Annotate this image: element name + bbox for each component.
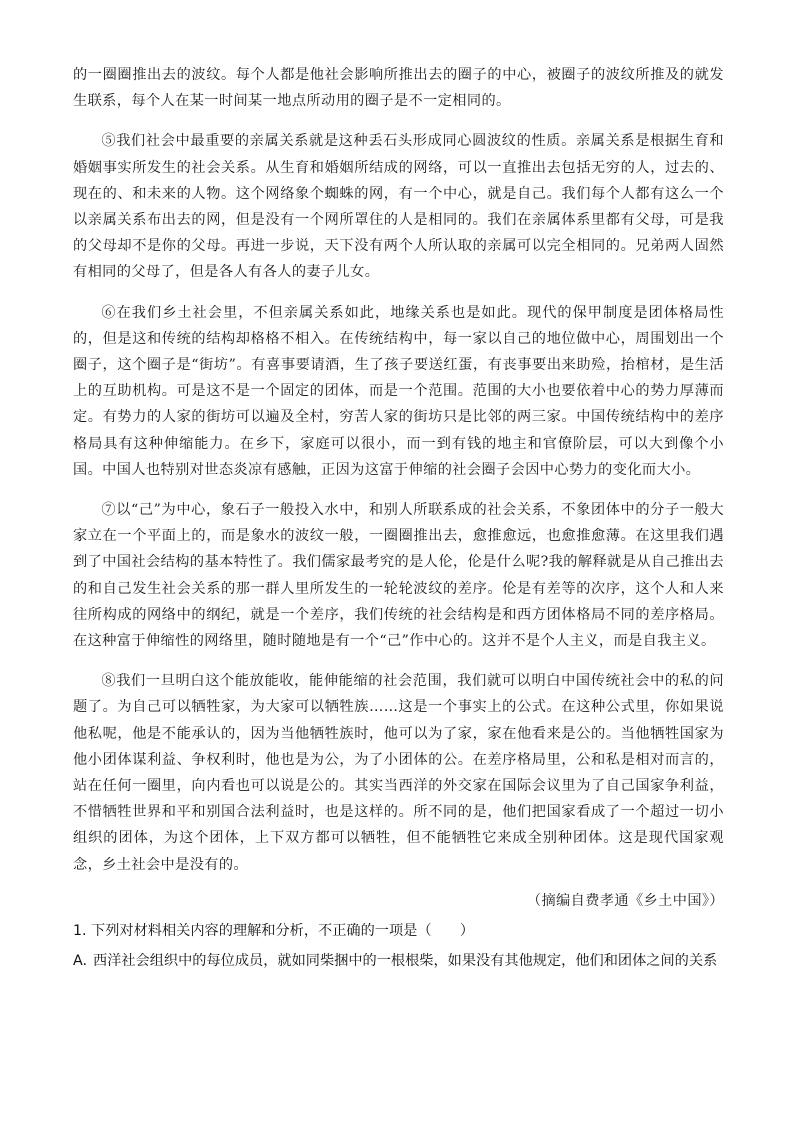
paragraph-8: ⑧我们一旦明白这个能放能收，能伸能缩的社会范围，我们就可以明白中国传统社会中的私的问题了。为自己可以牺牲家，为大家可以牺牲族……这是一个事实上的公式。在这种公式里，你如果说他私呢，他是不能承认的，因为当他牺牲族时，他可以为了家，家在他看来是公的。当他牺牲国家为他小团体谋利益、争权利时，他也是为公，为了小团体的公。在差序格局里，公和私是相对而言的，站在任何一圈里，向内看也可以说是公的。其实当西洋的外交家在国际会议里为了自己国家争利益，不惜牺牲世界和平和别国合法利益时，也是这样的。所不同的是，他们把国家看成了一个超过一切小组织的团体，为这个团体，上下双方都可以牺牲，但不能牺牲它来成全别种团体。这是现代国家观念，乡土社会中是没有的。 — [73, 673, 724, 873]
source-citation: （摘编自费孝通《乡土中国》） — [526, 892, 724, 909]
option-a — [73, 948, 724, 974]
paragraph-intro: 的一圈圈推出去的波纹。每个人都是他社会影响所推出去的圈子的中心，被圈子的波纹所推及的就发生联系，每个人在某一时间某一地点所动用的圈子是不一定相同的。 — [73, 67, 724, 110]
paragraph-7: ⑦以“己”为中心，象石子一般投入水中，和别人所联系成的社会关系，不象团体中的分子一般大家立在一个平面上的，而是象水的波纹一般，一圈圈推出去，愈推愈远，也愈推愈薄。在这里我们遇到了中国社会结构的基本特性了。我们儒家最考究的是人伦，伦是什么呢?我的解释就是从自己推出去的和自己发生社会关系的那一群人里所发生的一轮轮波纹的差序。伦是有差等的次序，这个人和人来往所构成的网络中的纲纪，就是一个差序，我们传统的社会结构是和西方团体格局不同的差序格局。在这种富于伸缩性的网络里，随时随地是有一个“己”作中心的。这并不是个人主义，而是自我主义。 — [73, 502, 724, 650]
question-stem: 1. 下列对材料相关内容的理解和分析，不正确的一项是（ ） — [73, 922, 475, 939]
option-a-letter: A. — [73, 952, 87, 969]
paragraph-6: ⑥在我们乡土社会里，不但亲属关系如此，地缘关系也是如此。现代的保甲制度是团体格局性的，但是这和传统的结构却格格不相入。在传统结构中，每一家以自己的地位做中心，周围划出一个圈子，这个圈子是“街坊”。有喜事要请酒，生了孩子要送红蛋，有丧事要出来助殓，抬棺材，是生活上的互助机构。可是这不是一个固定的团体，而是一个范围。范围的大小也要依着中心的势力厚薄而定。有势力的人家的街坊可以遍及全村，穷苦人家的街坊只是比邻的两三家。中国传统结构中的差序格局具有这种伸缩能力。在乡下，家庭可以很小，而一到有钱的地主和官僚阶层，可以大到像个小国。中国人也特别对世态炎凉有感触，正因为这富于伸缩的社会圈子会因中心势力的变化而大小。 — [73, 304, 724, 478]
option-a-text: 西洋社会组织中的每位成员，就如同柴捆中的一根根柴，如果没有其他规定，他们和团体之间的关系 — [92, 952, 718, 969]
paragraph-5: ⑤我们社会中最重要的亲属关系就是这种丢石头形成同心圆波纹的性质。亲属关系是根据生育和婚姻事实所发生的社会关系。从生育和婚姻所结成的网络，可以一直推出去包括无穷的人，过去的、现在的、和未来的人物。这个网络象个蜘蛛的网，有一个中心，就是自己。我们每个人都有这么一个以亲属关系布出去的网，但是没有一个网所罩住的人是相同的。我们在亲属体系里都有父母，可是我的父母却不是你的父母。再进一步说，天下没有两个人所认取的亲属可以完全相同的。兄弟两人固然有相同的父母了，但是各人有各人的妻子儿女。 — [73, 133, 724, 281]
